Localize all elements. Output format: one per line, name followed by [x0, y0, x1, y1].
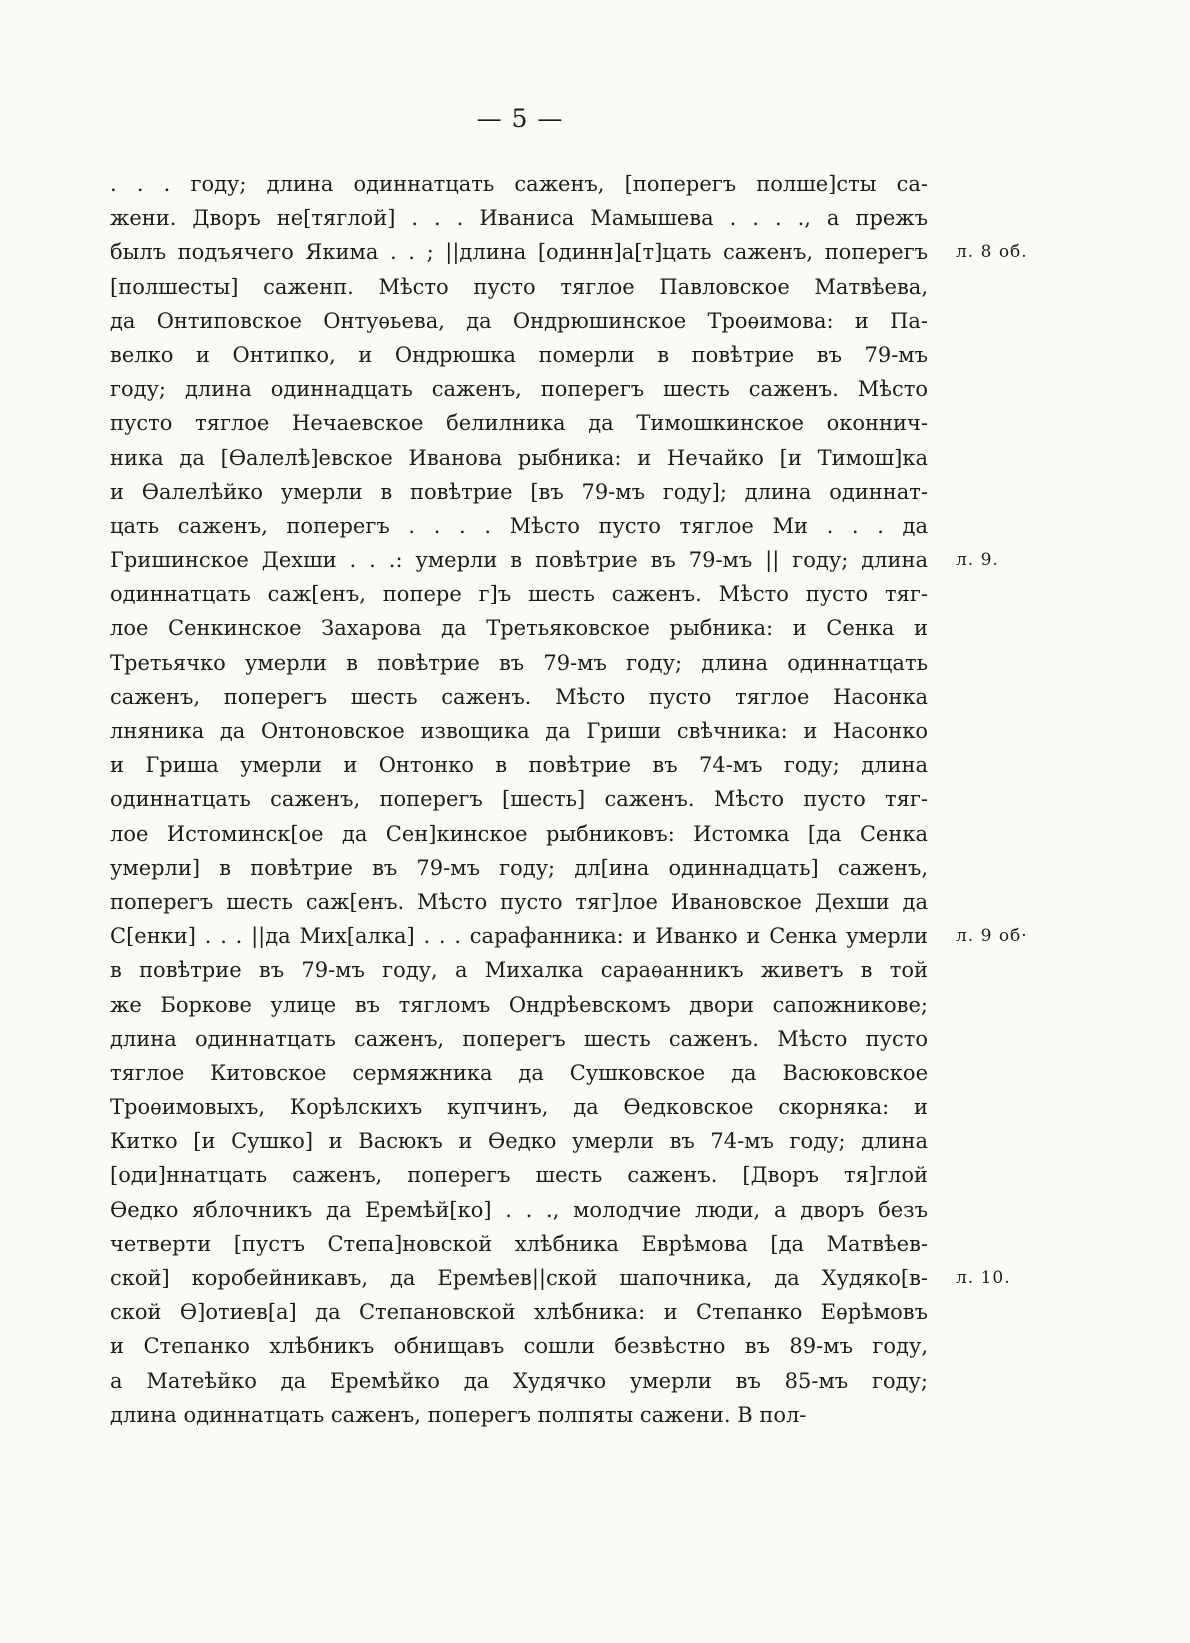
text-line: и Степанко хлѣбникъ обнищавъ сошли безвѣстно въ 89-мъ году, [110, 1334, 928, 1359]
text-line: да Онтиповское Онтуѳьева, да Ондрюшинское Троѳимова: и Па- [110, 308, 928, 333]
text-line: Китко [и Сушко] и Васюкъ и Ѳедко умерли въ 74-мъ году; длина [110, 1129, 928, 1154]
text-line: С[енки] . . . ||да Мих[алка] . . . сарафанника: и Иванко и Сенка умерли л. 9 об· [110, 919, 928, 953]
margin-folio-note: л. 10. [956, 1268, 1011, 1288]
text-line: былъ подъячего Якима . . ; ||длина [одинн]а[т]цать саженъ, поперегъ л. 8 об. [110, 235, 928, 269]
text-line: лое Сенкинское Захарова да Третьяковское рыбника: и Сенка и [110, 616, 928, 641]
text-line: в повѣтрие въ 79-мъ году, а Михалка сараѳанникъ живетъ в той [110, 958, 928, 983]
text-line: одиннатцать саженъ, поперегъ [шесть] саженъ. Мѣсто пусто тяг- [110, 787, 928, 812]
text-line: ской] коробейникавъ, да Еремѣев||ской шапочника, да Худяко[в- л. 10. [110, 1261, 928, 1295]
text-line: длина одиннатцать саженъ, поперегъ полпяты сажени. В пол- [110, 1402, 807, 1427]
margin-folio-note: л. 8 об. [956, 242, 1028, 263]
margin-folio-note: л. 9. [956, 550, 999, 571]
text-line: году; длина одиннадцать саженъ, поперегъ шесть саженъ. Мѣсто [110, 377, 928, 402]
text-line: ской Ѳ]отиев[а] да Степановской хлѣбника: и Степанко Еѳрѣмовъ [110, 1300, 928, 1325]
text-line: жени. Дворъ не[тяглой] . . . Иваниса Мамышева . . . ., а прежъ [110, 206, 928, 231]
text-line: . . . году; длина одиннатцать саженъ, [поперегъ полше]сты са- [110, 172, 928, 196]
text-line: Ѳедко яблочникъ да Еремѣй[ко] . . ., молодчие люди, а дворъ безъ [110, 1197, 928, 1222]
text-line: Троѳимовыхъ, Корѣлскихъ купчинъ, да Ѳедковское скорняка: и [110, 1095, 928, 1120]
text-body [110, 167, 1028, 1432]
text-line: же Боркове улице въ тягломъ Ондрѣевскомъ двори сапожникове; [110, 992, 928, 1017]
text-line: одиннатцать саж[енъ, попере г]ъ шесть саженъ. Мѣсто пусто тяг- [110, 582, 928, 607]
text-line: велко и Онтипко, и Ондрюшка померли в повѣтрие въ 79-мъ [110, 342, 928, 367]
text-line: ника да [Ѳалелѣ]евское Иванова рыбника: и Нечайко [и Тимош]ка [110, 445, 928, 470]
text-line: лняника да Онтоновское извощика да Гриши свѣчника: и Насонко [110, 719, 928, 743]
text-line: и Гриша умерли и Онтонко в повѣтрие въ 74-мъ году; длина [110, 753, 928, 778]
margin-folio-note: л. 9 об· [956, 926, 1028, 947]
text-line: [оди]ннатцать саженъ, поперегъ шесть саженъ. [Дворъ тя]глой [110, 1163, 928, 1188]
text-line: лое Истоминск[ое да Сен]кинское рыбниковъ: Истомка [да Сенка [110, 821, 928, 846]
text-line: [полшесты] саженп. Мѣсто пусто тяглое Павловское Матвѣева, [110, 274, 928, 299]
text-line: поперегъ шесть саж[енъ. Мѣсто пусто тяг]лое Ивановское Дехши да [110, 889, 928, 914]
text-line: саженъ, поперегъ шесть саженъ. Мѣсто пусто тяглое Насонка [110, 684, 928, 709]
text-line: тяглое Китовское сермяжника да Сушковское да Васюковское [110, 1060, 928, 1085]
text-line: пусто тяглое Нечаевское белилника да Тимошкинское оконнич- [110, 411, 928, 436]
text-line: а Матеѣйко да Еремѣйко да Худячко умерли въ 85-мъ году; [110, 1368, 928, 1393]
page-number: — 5 — [476, 104, 564, 133]
text-line: четверти [пустъ Степа]новской хлѣбника Еврѣмова [да Матвѣев- [110, 1231, 928, 1256]
text-line: умерли] в повѣтрие въ 79-мъ году; дл[ина одиннадцать] саженъ, [110, 855, 928, 880]
text-line: цать саженъ, поперегъ . . . . Мѣсто пусто тяглое Ми . . . да [110, 513, 928, 538]
text-line: длина одиннатцать саженъ, поперегъ шесть саженъ. Мѣсто пусто [110, 1026, 928, 1051]
text-line: и Ѳалелѣйко умерли в повѣтрие [въ 79-мъ году]; длина одиннат- [110, 479, 928, 504]
text-line: Третьячко умерли в повѣтрие въ 79-мъ году; длина одиннатцать [110, 650, 928, 675]
text-line: Гришинское Дехши . . .: умерли в повѣтрие въ 79-мъ || году; длина л. 9. [110, 543, 928, 577]
